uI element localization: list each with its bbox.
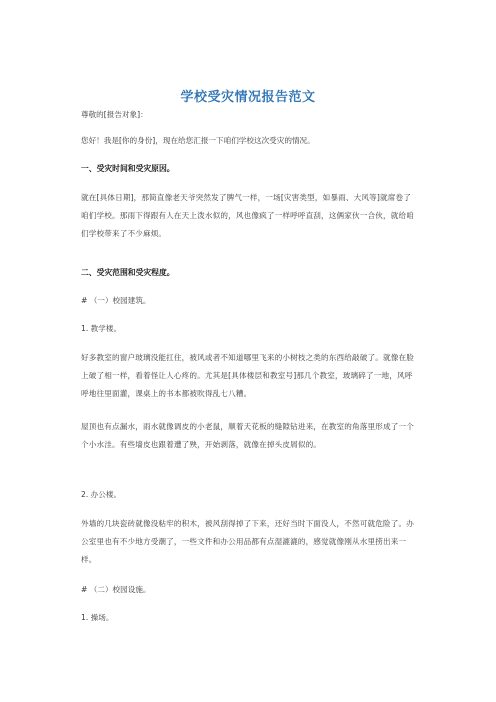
document-title: 学校受灾情况报告范文 [180,90,316,105]
section1-paragraph: 就在[具体日期]，那简直像老天爷突然发了脾气一样，一场[灾害类型，如暴雨、大风等]就席卷了咱们学校。那雨下得跟有人在天上泼水似的，风也像疯了一样呼呼直刮，这俩家伙一合伙，就给咱们学校带来了不少麻烦。 [81,193,414,238]
item-label-teaching-building: 1. 教学楼。 [81,324,122,333]
office-building-paragraph: 外墙的几块瓷砖就像没粘牢的积木，被风刮得掉了下来，还好当时下面没人，不然可就危险了。办公室里也有不少地方受潮了，一些文件和办公用品都有点湿漉漉的，感觉就像刚从水里捞出来一样。 [81,519,414,564]
section-heading-2: 二、受灾范围和受灾程度。 [81,268,175,277]
item-label-office-building: 2. 办公楼。 [81,490,122,499]
subsection-heading-buildings: # （一）校园建筑。 [81,296,151,305]
teaching-building-paragraph-2: 屋顶也有点漏水，雨水就像调皮的小老鼠，顺着天花板的缝隙钻进来，在教室的角落里形成了一个个小水洼。有些墙皮也跟着遭了殃，开始剥落，就像在掉头皮屑似的。 [81,422,414,449]
salutation: 尊敬的[报告对象]： [81,110,148,119]
intro-paragraph: 您好！我是[你的身份]，现在给您汇报一下咱们学校这次受灾的情况。 [81,136,315,145]
item-label-playground: 1. 操场。 [81,613,114,622]
subsection-heading-facilities: # （二）校园设施。 [81,585,151,594]
section-heading-1: 一、受灾时间和受灾原因。 [81,164,175,173]
teaching-building-paragraph-1: 好多教室的窗户玻璃没能扛住，被风或者不知道哪里飞来的小树枝之类的东西给敲破了。就像在脸上破了相一样，看着怪让人心疼的。尤其是[具体楼层和教室号]那几个教室，玻璃碎了一地，风呼呼地往里面灌，课桌上的书本都被吹得乱七八糟。 [81,353,414,398]
